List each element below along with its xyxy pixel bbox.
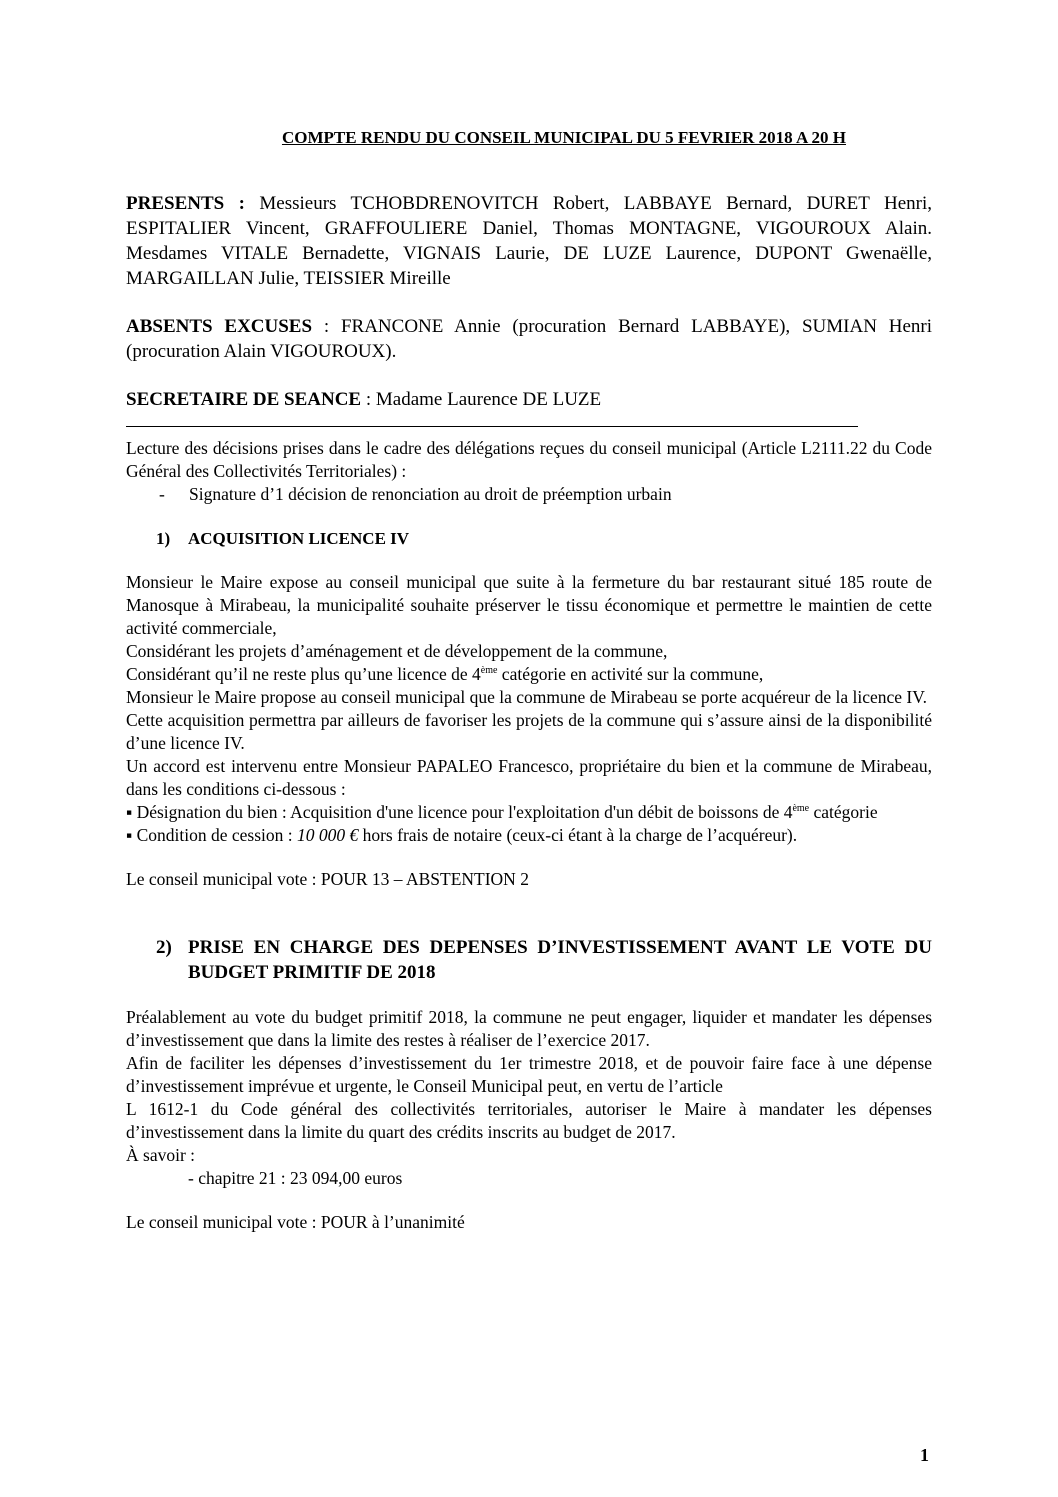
section2-title: PRISE EN CHARGE DES DEPENSES D’INVESTISSEMENT AVANT LE VOTE DU BUDGET PRIMITIF DE 2018 — [188, 937, 932, 983]
section1-p7-b: catégorie — [809, 802, 878, 822]
decisions-item-text: Signature d’1 décision de renonciation au droit de préemption urbain — [189, 484, 672, 504]
section1-price: 10 000 € — [296, 825, 359, 845]
section2-heading — [156, 935, 932, 985]
section1-p7 — [126, 801, 932, 824]
section1-p8 — [126, 824, 932, 847]
presents-label: PRESENTS : — [126, 193, 245, 214]
section1-p2: Considérant les projets d’aménagement et de développement de la commune, — [126, 641, 668, 661]
section1-p1: Monsieur le Maire expose au conseil municipal que suite à la fermeture du bar restaurant situé 185 route de Manosque à Mirabeau, la municipalité souhaite préserver le tissu économique et permettre le maintien de cette activité commerciale, — [126, 572, 932, 638]
document-title: COMPTE RENDU DU CONSEIL MUNICIPAL DU 5 FEVRIER 2018 A 20 H — [281, 128, 847, 147]
page-number: 1 — [920, 1445, 929, 1465]
absents-label: ABSENTS EXCUSES — [126, 316, 313, 337]
section2-vote: Le conseil municipal vote : POUR à l’unanimité — [126, 1212, 465, 1232]
section1-p8-a: ▪ Condition de cession : — [126, 825, 297, 845]
decisions-item — [159, 483, 932, 506]
section1-vote: Le conseil municipal vote : POUR 13 – ABSTENTION 2 — [126, 869, 529, 889]
section1-title: ACQUISITION LICENCE IV — [188, 529, 410, 548]
section1-p3-sup: ème — [480, 665, 498, 677]
section1-p5: Cette acquisition permettra par ailleurs de favoriser les projets de la commune qui s’assure ainsi de la disponibilité d’une licence IV. — [126, 710, 932, 753]
separator-line — [126, 426, 858, 427]
absents-paragraph — [126, 314, 932, 364]
section1-p7-sup: ème — [792, 803, 810, 815]
section1-p3-a: Considérant qu’il ne reste plus qu’une licence de 4 — [126, 664, 481, 684]
section1-p6: Un accord est intervenu entre Monsieur PAPALEO Francesco, propriétaire du bien et la commune de Mirabeau, dans les conditions ci-dessous : — [126, 756, 932, 799]
section1-p4: Monsieur le Maire propose au conseil municipal que la commune de Mirabeau se porte acquéreur de la licence IV. — [126, 687, 927, 707]
presents-messieurs: Messieurs TCHOBDRENOVITCH Robert, LABBAYE Bernard, DURET Henri, ESPITALIER Vincent, GRAFFOULIERE Daniel, Thomas MONTAGNE, VIGOUROUX Alain. — [126, 193, 932, 239]
section1-number: 1) — [156, 529, 171, 548]
decisions-intro: Lecture des décisions prises dans le cadre des délégations reçues du conseil municipal (Article L2111.22 du Code Général des Collectivités Territoriales) : — [126, 438, 932, 481]
secretaire-label: SECRETAIRE DE SEANCE — [126, 389, 362, 410]
section1-p3-b: catégorie en activité sur la commune, — [497, 664, 764, 684]
section2-number: 2) — [156, 937, 172, 958]
presents-mesdames: Mesdames VITALE Bernadette, VIGNAIS Laurie, DE LUZE Laurence, DUPONT Gwenaëlle, MARGAILLAN Julie, TEISSIER Mireille — [126, 243, 932, 289]
section2-p5: - chapitre 21 : 23 094,00 euros — [188, 1168, 403, 1188]
section2-p4: À savoir : — [126, 1145, 196, 1165]
presents-paragraph — [126, 191, 932, 291]
section2-p2: Afin de faciliter les dépenses d’investissement du 1er trimestre 2018, et de pouvoir faire face à une dépense d’investissement imprévue et urgente, le Conseil Municipal peut, en vertu de l’article — [126, 1053, 932, 1096]
secretaire-paragraph — [126, 387, 932, 412]
absents-text: : FRANCONE Annie (procuration Bernard LABBAYE), SUMIAN Henri (procuration Alain VIGOUROUX). — [126, 316, 932, 362]
section1-heading — [156, 527, 932, 550]
decisions-item-dash: - — [159, 484, 165, 504]
section1-p8-b: hors frais de notaire (ceux-ci étant à la charge de l’acquéreur). — [358, 825, 798, 845]
document-page — [126, 126, 932, 1234]
section2-p3: L 1612-1 du Code général des collectivités territoriales, autoriser le Maire à mandater les dépenses d’investissement dans la limite du quart des crédits inscrits au budget de 2017. — [126, 1099, 932, 1142]
section1-p3 — [126, 663, 932, 686]
section1-p7-a: ▪ Désignation du bien : Acquisition d'une licence pour l'exploitation d'un débit de boissons de 4 — [126, 802, 793, 822]
secretaire-text: : Madame Laurence DE LUZE — [365, 389, 602, 410]
section2-p1: Préalablement au vote du budget primitif 2018, la commune ne peut engager, liquider et mandater les dépenses d’investissement que dans la limite des restes à réaliser de l’exercice 2017. — [126, 1007, 932, 1050]
